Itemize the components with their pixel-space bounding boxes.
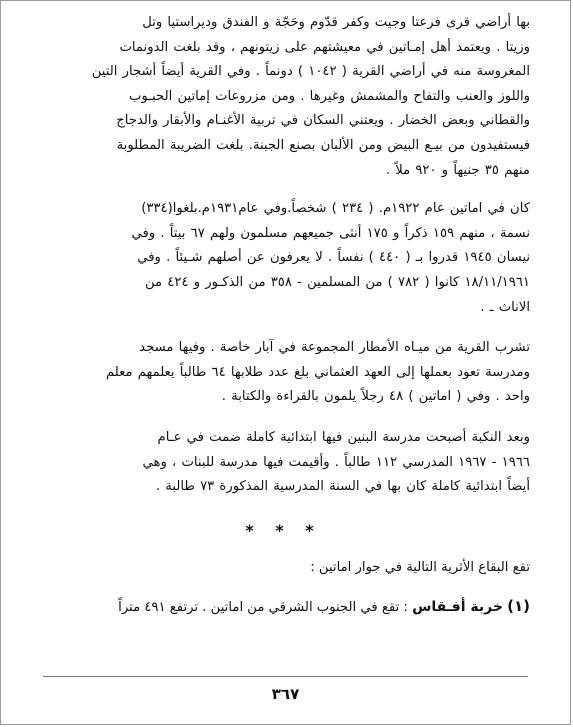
text-line: والقطاني وبعض الخضار . ويعتني السكان في تربية الأغنـام والأبقار والدجاج <box>116 113 530 129</box>
text-line: بها أراضي قرى فرعتا وجيت وكفر قدّوم وحَجّة و الفندق وديراستيا وتل <box>142 15 530 30</box>
entry-text: : تقع في الجنوب الشرقي من اماتين . ترتفع ٤٩١ متراً <box>118 599 408 615</box>
text-line: ومدرسة تعود بعملها إلى العهد العثماني بلغ عدد طلابها ٦٤ طالباً يعلمهم معلم <box>105 364 530 380</box>
text-line: ١٩٦٦ - ١٩٦٧ المدرسي ١١٢ طالباً . وأقيمت فيها مدرسة للبنات ، وهي <box>142 454 530 470</box>
text-line: وزيتا . ويعتمد أهل إمـاتين في معيشتهم على زيتونهم ، وقد بلغت الدونمات <box>119 39 530 55</box>
paragraph-water-school <box>37 336 530 410</box>
text-line: نيسان ١٩٤٥ قدروا بـ ( ٤٤٠ ) نفساً . لا يعرفون عن أصلهم شـيئاً . وفي <box>137 250 530 266</box>
paragraph-population <box>37 197 530 320</box>
paragraph-after-nakba <box>37 426 530 500</box>
page-content <box>37 11 530 620</box>
section-separator: * * * <box>245 520 322 540</box>
text-line: وبعد النكبة أصبحت مدرسة البنين فيها ابتدائية كاملة ضمت في عـام <box>157 429 530 445</box>
text-line: واللوز والعنب والتفاح والمشمش وغيرها . ومن مزروعات إماتين الحبـوب <box>128 88 530 104</box>
text-line: أيضاً ابتدائية كاملة كان بها في السنة المدرسية المذكورة ٧٣ طالبة . <box>155 479 530 495</box>
footer-divider <box>43 676 528 677</box>
text-line: تشرب القرية من ميـاه الأمطار المجموعة في آبار خاصة . وفيها مسجد <box>139 340 530 356</box>
site-entry <box>37 594 530 620</box>
text-line: فيستفيدون من بيـع البيض ومن الألبان بصنع الجبنة. بلغت الضريبة المطلوبة <box>116 137 530 153</box>
text-line: المغروسة منه في أراضي القرية ( ١٠٤٢ ) دونماً . وفي القرية أيضاً أشجار التين <box>91 64 530 80</box>
text-line: نسمة ، منهم ١٥٩ ذكراً و ١٧٥ أنثى جميعهم مسلمون ولهم ٦٧ بيتاً . وفي <box>131 225 530 241</box>
entry-name: خربة أفـقاس <box>412 598 503 615</box>
entry-number: (١) <box>507 596 530 615</box>
paragraph-agriculture <box>37 11 530 183</box>
page-number: ٣٦٧ <box>271 685 300 703</box>
text-line: الاناث ـ . <box>480 299 530 315</box>
text-line: كان في اماتين عام ١٩٢٢م. ( ٢٣٤ ) شخصاً.وفي عام١٩٣١م.بلغوا(٣٣٤) <box>141 201 530 217</box>
text-line: واحد . وفي ( اماتين ) ٤٨ رجلاً يلمون بالقراءة والكتابة . <box>221 389 530 405</box>
text-line: منهم ٣٥ جنيهاً و ٩٢٠ ملاً . <box>385 162 530 178</box>
sites-intro: تقع البقاع الأثرية التالية في جوار اماتين : <box>310 559 530 575</box>
text-line: ١٨/١١/١٩٦١ كانوا ( ٧٨٢ ) من المسلمين - ٣٥٨ من الذكـور و ٤٢٤ من <box>145 274 530 290</box>
